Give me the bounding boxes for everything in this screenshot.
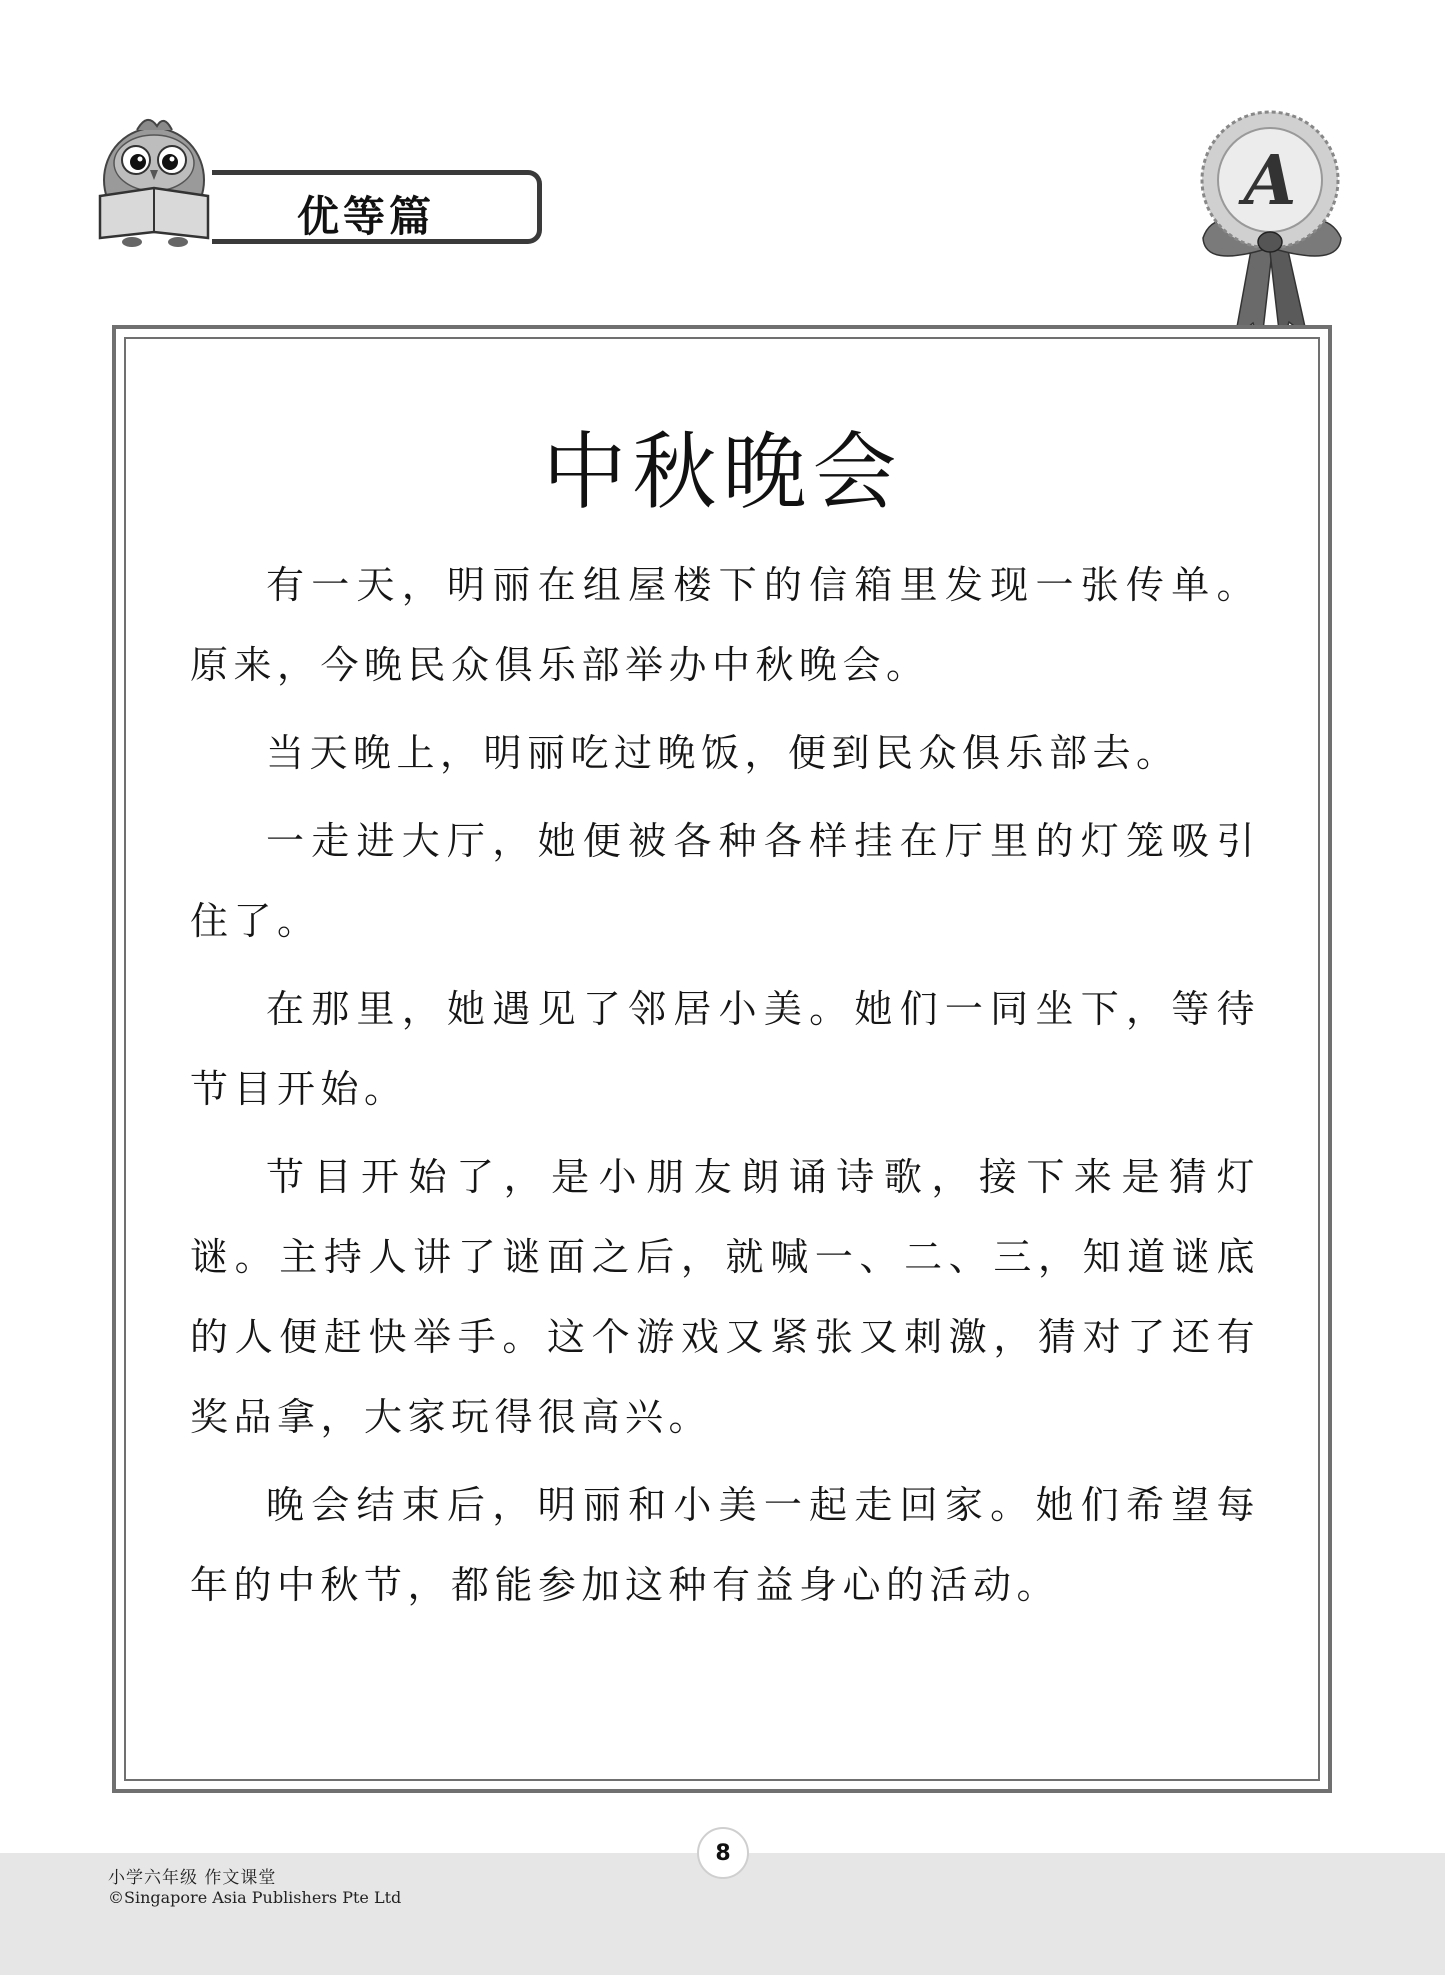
footer-book-title: 小学六年级 作文课堂 (108, 1868, 277, 1888)
section-badge (92, 108, 462, 248)
owl-reading-book-icon (92, 108, 242, 248)
essay-body (190, 545, 1260, 1633)
medal-letter: A (1243, 141, 1297, 221)
ribbon-medal-icon (1195, 108, 1345, 358)
section-tag-label: 优等篇 (297, 192, 436, 241)
essay-paragraph: 一走进大厅，她便被各种各样挂在厅里的灯笼吸引住了。 (190, 819, 1260, 943)
essay-paragraph: 有一天，明丽在组屋楼下的信箱里发现一张传单。原来，今晚民众俱乐部举办中秋晚会。 (190, 563, 1260, 687)
essay-paragraph: 当天晚上，明丽吃过晚饭，便到民众俱乐部去。 (266, 731, 1180, 775)
essay-paragraph: 晚会结束后，明丽和小美一起走回家。她们希望每年的中秋节，都能参加这种有益身心的活动。 (190, 1483, 1260, 1607)
footer-copyright: ©Singapore Asia Publishers Pte Ltd (108, 1888, 402, 1907)
essay-paragraph: 节目开始了，是小朋友朗诵诗歌，接下来是猜灯谜。主持人讲了谜面之后，就喊一、二、三，知道谜底的人便赶快举手。这个游戏又紧张又刺激，猜对了还有奖品拿，大家玩得很高兴。 (190, 1155, 1260, 1439)
page-number: 8 (697, 1827, 749, 1879)
essay-title: 中秋晚会 (542, 423, 903, 521)
essay-paragraph: 在那里，她遇见了邻居小美。她们一同坐下，等待节目开始。 (190, 987, 1260, 1111)
